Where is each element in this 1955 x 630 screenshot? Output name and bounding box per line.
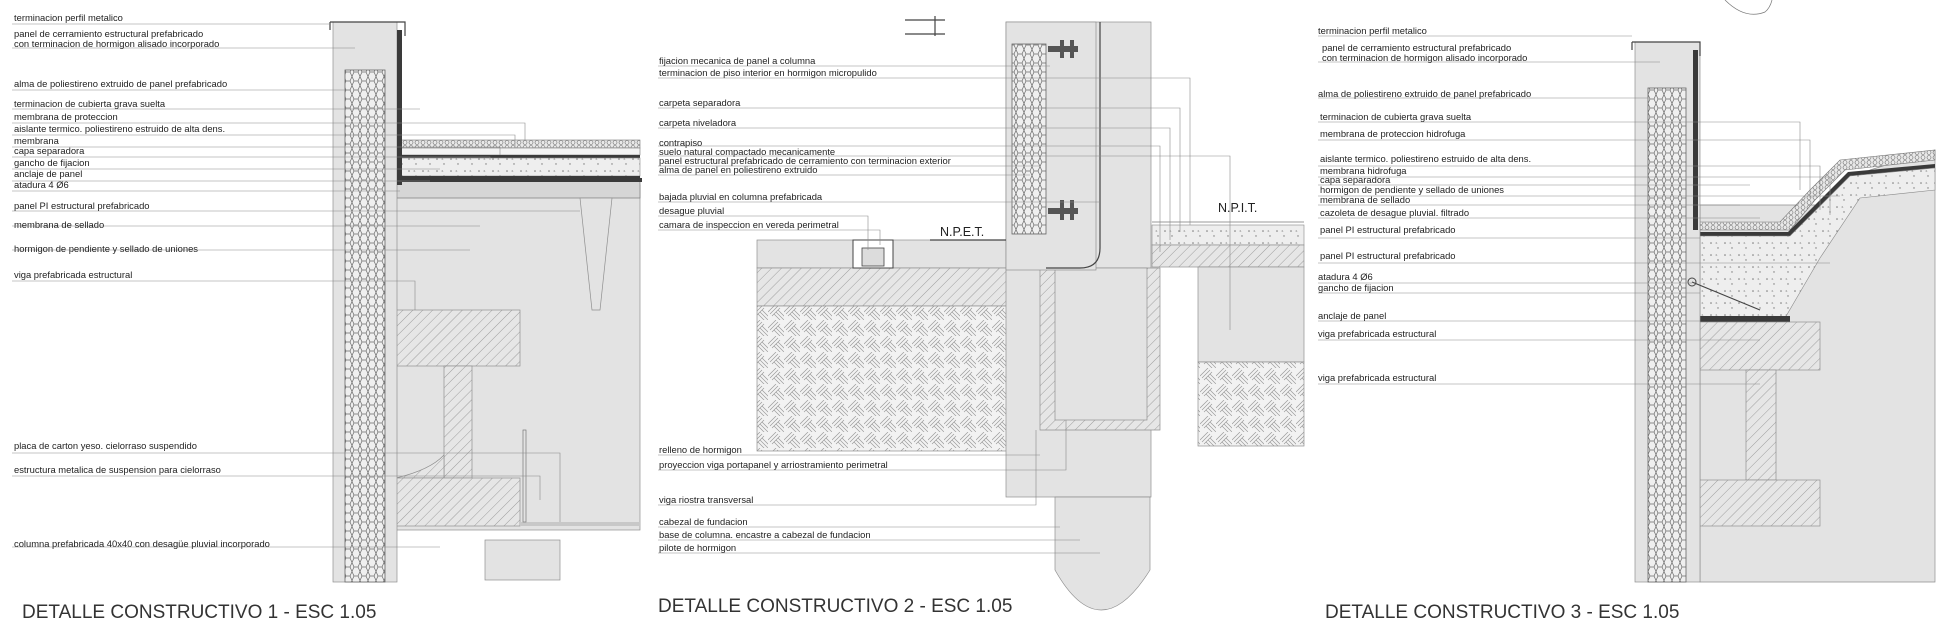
detail-2-drawing: [658, 16, 1304, 610]
d3-label-15: gancho de fijacion: [1318, 282, 1394, 293]
d1-label-8: capa separadora: [14, 145, 85, 156]
detail-3-labels: [1318, 25, 1679, 623]
d2-label-2: carpeta separadora: [659, 97, 741, 108]
d3-label-7: membrana hidrofuga: [1320, 165, 1407, 176]
d1-label-17: estructura metalica de suspension para cielorraso: [14, 464, 221, 475]
d3-label-4: terminacion de cubierta grava suelta: [1320, 111, 1472, 122]
d1-label-15: viga prefabricada estructural: [14, 269, 133, 280]
d1-label-0: terminacion perfil metalico: [14, 12, 123, 23]
d2-label-15: base de columna. encastre a cabezal de fundacion: [659, 529, 871, 540]
d1-label-11: atadura 4 Ø6: [14, 179, 69, 190]
d1-label-2: con terminacion de hormigon alisado incorporado: [14, 38, 220, 49]
d2-label-5: suelo natural compactado mecanicamente: [659, 146, 836, 157]
d3-label-6: aislante termico. poliestireno estruido de alta dens.: [1320, 153, 1532, 164]
d1-label-1: panel de cerramiento estructural prefabricado: [14, 28, 204, 39]
d3-label-8: capa separadora: [1320, 174, 1391, 185]
d3-label-12: panel PI estructural prefabricado: [1320, 224, 1456, 235]
d2-label-11: relleno de hormigon: [659, 444, 742, 455]
d1-title: DETALLE CONSTRUCTIVO 1 - ESC 1.05: [22, 602, 377, 623]
d2-label-13: viga riostra transversal: [659, 494, 754, 505]
d2-label-14: cabezal de fundacion: [659, 516, 748, 527]
d3-label-10: membrana de sellado: [1320, 194, 1411, 205]
d3-label-0: terminacion perfil metalico: [1318, 25, 1427, 36]
d1-label-16: placa de carton yeso. cielorraso suspendido: [14, 440, 197, 451]
d1-label-7: membrana: [14, 135, 59, 146]
d2-label-0: fijacion mecanica de panel a columna: [659, 55, 816, 66]
d1-label-18: columna prefabricada 40x40 con desagüe pluvial incorporado: [14, 538, 270, 549]
d3-label-13: panel PI estructural prefabricado: [1320, 250, 1456, 261]
d3-label-16: anclaje de panel: [1318, 310, 1387, 321]
d1-label-12: panel PI estructural prefabricado: [14, 200, 150, 211]
d3-label-14: atadura 4 Ø6: [1318, 271, 1373, 282]
d3-label-18: viga prefabricada estructural: [1318, 372, 1437, 383]
d2-label-7: alma de panel en poliestireno extruido: [659, 164, 818, 175]
d1-label-5: membrana de proteccion: [14, 111, 118, 122]
d3-label-9: hormigon de pendiente y sellado de uniones: [1320, 184, 1504, 195]
d3-label-11: cazoleta de desague pluvial. filtrado: [1320, 207, 1470, 218]
d2-label-8: bajada pluvial en columna prefabricada: [659, 191, 823, 202]
top-right-arc: [1725, 0, 1772, 14]
d3-label-5: membrana de proteccion hidrofuga: [1320, 128, 1466, 139]
d2-label-1: terminacion de piso interior en hormigon micropulido: [659, 67, 877, 78]
d2-label-16: pilote de hormigon: [659, 542, 737, 553]
d1-label-14: hormigon de pendiente y sellado de uniones: [14, 243, 198, 254]
d1-label-9: gancho de fijacion: [14, 157, 90, 168]
level-npet: N.P.E.T.: [940, 225, 985, 239]
d3-label-3: alma de poliestireno extruido de panel prefabricado: [1318, 88, 1532, 99]
d1-label-10: anclaje de panel: [14, 168, 83, 179]
d2-label-12: proyeccion viga portapanel y arriostramiento perimetral: [659, 459, 888, 470]
d3-label-1: panel de cerramiento estructural prefabricado: [1322, 42, 1512, 53]
d2-title: DETALLE CONSTRUCTIVO 2 - ESC 1.05: [658, 596, 1013, 617]
d3-label-2: con terminacion de hormigon alisado incorporado: [1322, 52, 1528, 63]
d2-label-6: panel estructural prefabricado de cerramiento con terminacion exterior: [659, 155, 951, 166]
d3-label-17: viga prefabricada estructural: [1318, 328, 1437, 339]
level-npit: N.P.I.T.: [1218, 201, 1258, 215]
d2-label-9: desague pluvial: [659, 205, 725, 216]
d1-label-13: membrana de sellado: [14, 219, 105, 230]
detail-1-labels: [14, 12, 376, 623]
d2-label-3: carpeta niveladora: [659, 117, 737, 128]
d1-label-4: terminacion de cubierta grava suelta: [14, 98, 166, 109]
d2-label-10: camara de inspeccion en vereda perimetral: [659, 219, 839, 230]
d1-label-3: alma de poliestireno extruido de panel prefabricado: [14, 78, 228, 89]
d2-label-4: contrapiso: [659, 137, 703, 148]
d1-label-6: aislante termico. poliestireno estruido de alta dens.: [14, 123, 226, 134]
d3-title: DETALLE CONSTRUCTIVO 3 - ESC 1.05: [1325, 602, 1680, 623]
